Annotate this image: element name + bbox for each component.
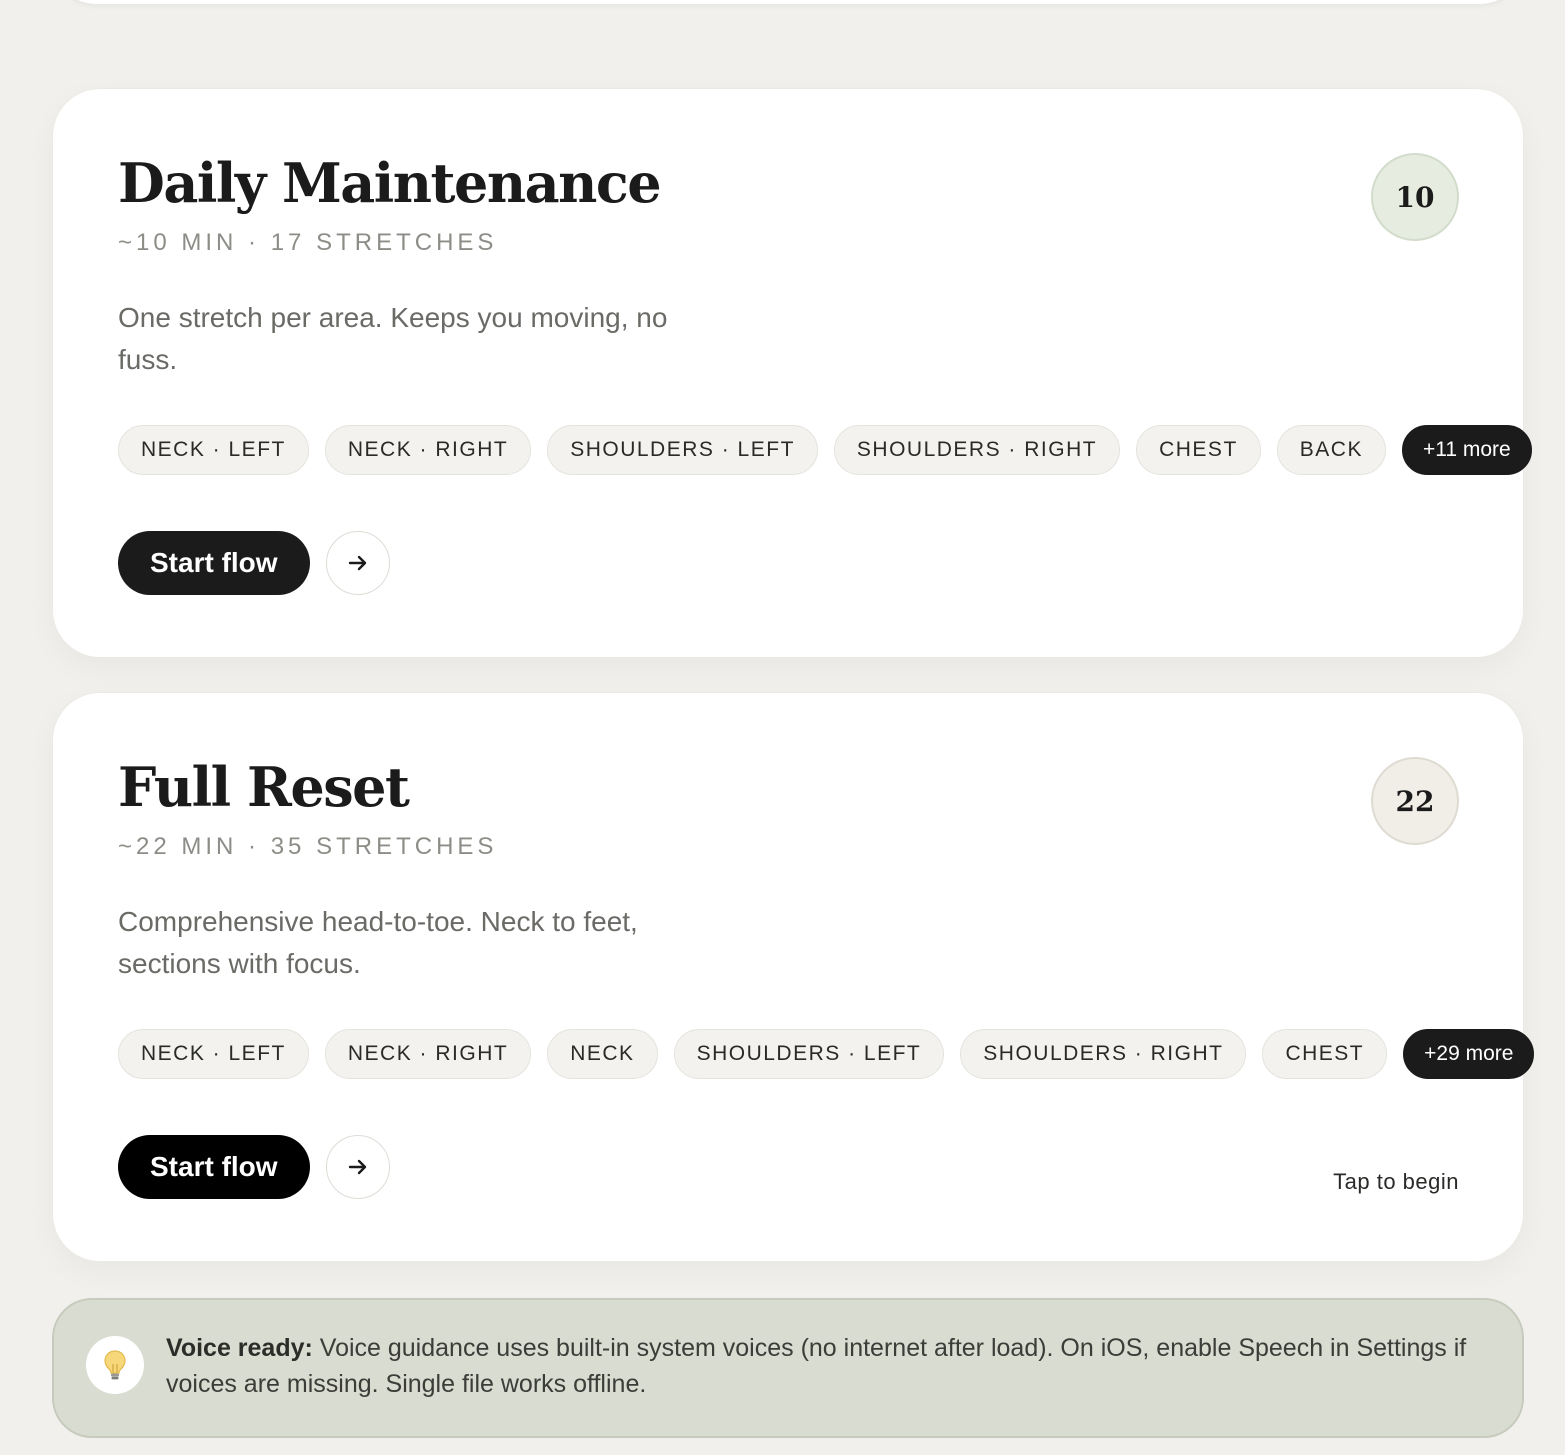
card-meta: ~22 MIN · 35 STRETCHES bbox=[118, 833, 498, 860]
flow-card-daily-maintenance[interactable] bbox=[52, 88, 1524, 658]
voice-notice bbox=[52, 1298, 1524, 1438]
arrow-right-icon bbox=[347, 552, 369, 574]
tag: SHOULDERS · RIGHT bbox=[960, 1029, 1246, 1079]
tag: CHEST bbox=[1136, 425, 1261, 475]
card-description: One stretch per area. Keeps you moving, no fuss. bbox=[118, 302, 668, 375]
tag: NECK · LEFT bbox=[118, 425, 309, 475]
tag-list bbox=[118, 425, 1532, 475]
tag: SHOULDERS · LEFT bbox=[547, 425, 818, 475]
notice-label: Voice ready: bbox=[166, 1334, 313, 1362]
tag: BACK bbox=[1277, 425, 1386, 475]
tag: NECK · LEFT bbox=[118, 1029, 309, 1079]
duration-badge: 10 bbox=[1371, 153, 1459, 241]
lightbulb-icon bbox=[86, 1336, 144, 1394]
previous-card-edge bbox=[52, 0, 1524, 4]
card-actions bbox=[118, 531, 390, 595]
more-tags-badge[interactable]: +29 more bbox=[1403, 1029, 1534, 1079]
card-title: Daily Maintenance bbox=[118, 151, 661, 215]
tag: SHOULDERS · LEFT bbox=[674, 1029, 945, 1079]
open-flow-button[interactable] bbox=[326, 1135, 390, 1199]
tag: CHEST bbox=[1262, 1029, 1387, 1079]
notice-text bbox=[166, 1330, 1506, 1402]
tag: NECK · RIGHT bbox=[325, 1029, 531, 1079]
start-flow-button[interactable]: Start flow bbox=[118, 531, 310, 595]
tag: NECK bbox=[547, 1029, 657, 1079]
card-actions bbox=[118, 1135, 390, 1199]
flow-card-full-reset[interactable] bbox=[52, 692, 1524, 1262]
tap-hint: Tap to begin bbox=[1333, 1169, 1459, 1194]
arrow-right-icon bbox=[347, 1156, 369, 1178]
start-flow-button[interactable]: Start flow bbox=[118, 1135, 310, 1199]
card-description: Comprehensive head-to-toe. Neck to feet, sections with focus. bbox=[118, 906, 638, 979]
tag: SHOULDERS · RIGHT bbox=[834, 425, 1120, 475]
open-flow-button[interactable] bbox=[326, 531, 390, 595]
duration-badge: 22 bbox=[1371, 757, 1459, 845]
notice-body: Voice guidance uses built-in system voices (no internet after load). On iOS, enable Speech in Settings if voices are missing. Single file works offline. bbox=[166, 1334, 1467, 1398]
card-title: Full Reset bbox=[118, 755, 409, 819]
tag: NECK · RIGHT bbox=[325, 425, 531, 475]
tag-list bbox=[118, 1029, 1534, 1079]
more-tags-badge[interactable]: +11 more bbox=[1402, 425, 1532, 475]
card-meta: ~10 MIN · 17 STRETCHES bbox=[118, 229, 498, 256]
